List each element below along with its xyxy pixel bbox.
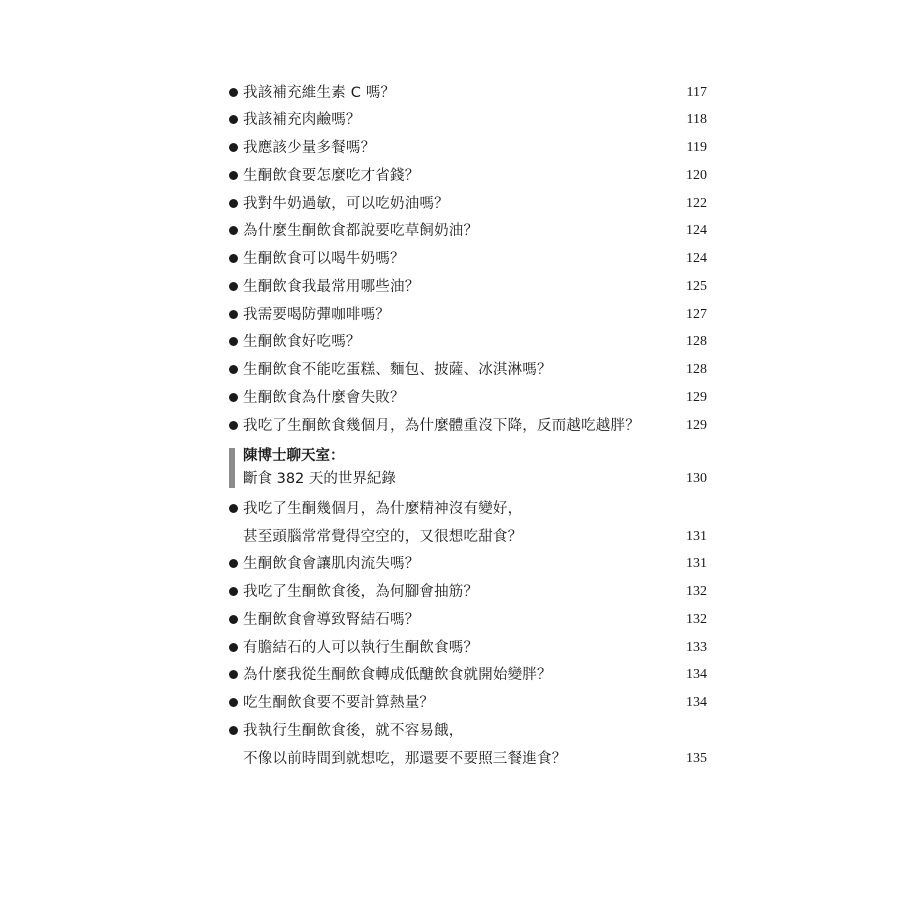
toc-entry-page: 128 xyxy=(686,334,707,349)
toc-entry-title: 生酮飲食要怎麼吃才省錢？ xyxy=(243,168,420,184)
toc-entry-page: 127 xyxy=(686,307,707,322)
section-title: 陳博士聊天室： xyxy=(243,448,345,464)
bullet-icon xyxy=(229,698,238,707)
toc-entry-page: 133 xyxy=(686,640,707,655)
bullet-icon xyxy=(229,726,238,735)
bullet-icon xyxy=(229,199,238,208)
toc-entry-page: 128 xyxy=(686,362,707,377)
toc-entry xyxy=(0,607,906,635)
toc-entry-title: 生酮飲食會讓肌肉流失嗎？ xyxy=(243,556,420,572)
toc-entry-title: 生酮飲食為什麼會失敗？ xyxy=(243,390,405,406)
toc-entry-title: 我吃了生酮飲食後，為何腳會抽筋？ xyxy=(243,584,479,600)
toc-entry-page: 134 xyxy=(686,695,707,710)
toc-entry-title: 我應該少量多餐嗎？ xyxy=(243,140,376,156)
toc-entry-multiline xyxy=(0,718,906,746)
bullet-icon xyxy=(229,88,238,97)
bullet-icon xyxy=(229,504,238,513)
toc-entry xyxy=(0,135,906,163)
bullet-icon xyxy=(229,670,238,679)
toc-entry xyxy=(0,413,906,441)
toc-entry-page: 124 xyxy=(686,251,707,266)
toc-entry-multiline xyxy=(0,496,906,524)
toc-entry xyxy=(0,274,906,302)
toc-entry-title: 我該補充肉鹼嗎？ xyxy=(243,112,361,128)
toc-entry-continuation xyxy=(0,524,906,552)
bullet-icon xyxy=(229,365,238,374)
toc-entry-title: 為什麼我從生酮飲食轉成低醣飲食就開始變胖？ xyxy=(243,667,552,683)
toc-entry xyxy=(0,107,906,135)
toc-entry-page: 131 xyxy=(686,556,707,571)
toc-entry-page: 129 xyxy=(686,390,707,405)
toc-entry xyxy=(0,635,906,663)
toc-entry-page: 118 xyxy=(686,112,707,127)
bullet-icon xyxy=(229,171,238,180)
bullet-icon xyxy=(229,143,238,152)
toc-entry-title: 我對牛奶過敏，可以吃奶油嗎？ xyxy=(243,196,449,212)
toc-entry xyxy=(0,329,906,357)
bullet-icon xyxy=(229,226,238,235)
toc-entry-title: 為什麼生酮飲食都說要吃草飼奶油？ xyxy=(243,223,479,239)
toc-entry xyxy=(0,662,906,690)
toc-entry-title-line2: 不像以前時間到就想吃，那還要不要照三餐進食？ xyxy=(243,751,567,767)
bullet-icon xyxy=(229,393,238,402)
bullet-icon xyxy=(229,282,238,291)
bullet-icon xyxy=(229,310,238,319)
toc-entry-title: 我吃了生酮飲食幾個月，為什麼體重沒下降，反而越吃越胖？ xyxy=(243,418,640,434)
toc-entry-page: 131 xyxy=(686,529,707,544)
toc-entry-title: 生酮飲食可以喝牛奶嗎？ xyxy=(243,251,405,267)
toc-entry-page: 122 xyxy=(686,196,707,211)
toc-entry-page: 124 xyxy=(686,223,707,238)
toc-entry-title: 生酮飲食不能吃蛋糕、麵包、披薩、冰淇淋嗎？ xyxy=(243,362,552,378)
toc-entry-continuation xyxy=(0,746,906,774)
toc-entry-title-line1: 我執行生酮飲食後，就不容易餓， xyxy=(243,723,464,739)
toc-entry-title: 生酮飲食好吃嗎？ xyxy=(243,334,361,350)
bullet-icon xyxy=(229,559,238,568)
bullet-icon xyxy=(229,587,238,596)
toc-entry-title: 吃生酮飲食要不要計算熱量？ xyxy=(243,695,435,711)
toc-entry-page: 132 xyxy=(686,584,707,599)
toc-entry xyxy=(0,163,906,191)
bullet-icon xyxy=(229,115,238,124)
bullet-icon xyxy=(229,615,238,624)
toc-entry-title: 我該補充維生素 C 嗎？ xyxy=(243,85,396,101)
toc-entry xyxy=(0,302,906,330)
toc-entry-title-line1: 我吃了生酮幾個月，為什麼精神沒有變好， xyxy=(243,501,523,517)
toc-entry-page: 132 xyxy=(686,612,707,627)
toc-entry-page: 125 xyxy=(686,279,707,294)
toc-entry-page: 135 xyxy=(686,751,707,766)
toc-entry xyxy=(0,385,906,413)
toc-entry-title: 有膽結石的人可以執行生酮飲食嗎？ xyxy=(243,640,479,656)
toc-entry xyxy=(0,246,906,274)
toc-entry-page: 117 xyxy=(686,85,707,100)
toc-entry-title: 生酮飲食我最常用哪些油？ xyxy=(243,279,420,295)
toc-entry-page: 134 xyxy=(686,667,707,682)
toc-entry xyxy=(0,191,906,219)
toc-entry xyxy=(0,551,906,579)
toc-entry-page: 129 xyxy=(686,418,707,433)
toc-entry-title: 生酮飲食會導致腎結石嗎？ xyxy=(243,612,420,628)
toc-entry xyxy=(0,218,906,246)
toc-entry xyxy=(0,690,906,718)
bullet-icon xyxy=(229,421,238,430)
section-page: 130 xyxy=(686,471,707,486)
toc-entry-page: 119 xyxy=(686,140,707,155)
toc-entry xyxy=(0,357,906,385)
bullet-icon xyxy=(229,254,238,263)
section-subtitle: 斷食 382 天的世界紀錄 xyxy=(243,471,396,487)
toc-entry-title-line2: 甚至頭腦常常覺得空空的，又很想吃甜食？ xyxy=(243,529,523,545)
toc-entry-page: 120 xyxy=(686,168,707,183)
toc-entry xyxy=(0,579,906,607)
section-marker-bar xyxy=(229,448,235,488)
toc-entry-title: 我需要喝防彈咖啡嗎？ xyxy=(243,307,390,323)
toc-entry xyxy=(0,80,906,108)
bullet-icon xyxy=(229,643,238,652)
bullet-icon xyxy=(229,337,238,346)
